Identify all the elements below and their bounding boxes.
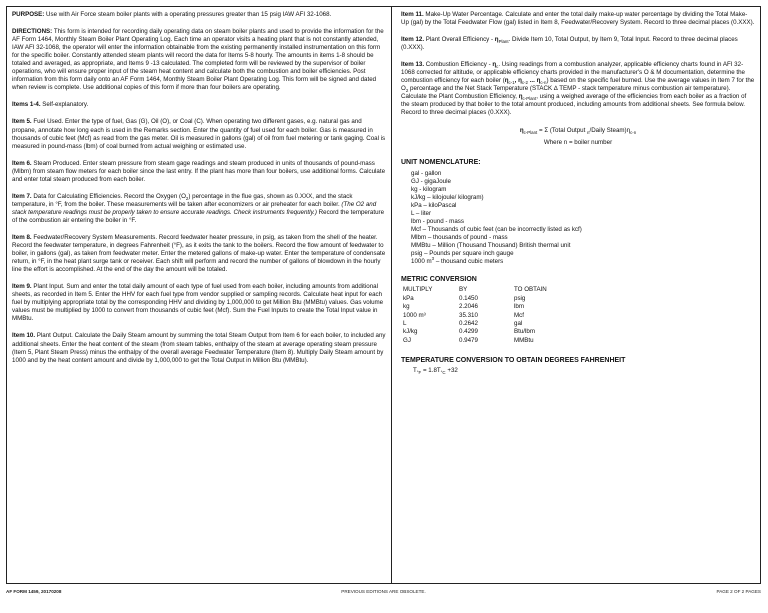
- unit-nomenclature-heading: UNIT NOMENCLATURE:: [401, 158, 481, 166]
- table-row: [403, 337, 547, 345]
- temp-t: T: [413, 367, 417, 375]
- item-10-label: Item 10.: [12, 332, 36, 340]
- table-cell: Btu/lbm: [514, 328, 535, 336]
- formula-eq: = Σ (Total Output: [537, 126, 588, 134]
- item-13-text-2: . Using readings from a combustion analyzer, applicable efficiency charts found in AFI 32-1068 corrected for altitude, or applicable efficiency charts provided in the manufacturer's O & M documentation, determine the combustion efficiency for each boiler (: [401, 61, 745, 85]
- table-cell: kg: [403, 303, 410, 311]
- unit-item: L – liter: [411, 209, 432, 217]
- unit-item: Mcf – Thousands of cubic feet (can be incorrectly listed as kcf): [411, 225, 582, 233]
- unit-item: [411, 258, 755, 266]
- table-cell: psig: [514, 294, 526, 302]
- item-7-text-3: Record the temperature of the combustion air entering the boiler in °F.: [12, 208, 385, 224]
- unit-item: kg - kilogram: [411, 185, 447, 193]
- item-5-label: Item 5.: [12, 118, 32, 126]
- item-10-paragraph: [12, 332, 386, 364]
- table-cell: Mcf: [514, 311, 524, 319]
- previous-editions-note: PREVIOUS EDITIONS ARE OBSOLETE.: [341, 589, 426, 594]
- item-10-text: Plant Output. Calculate the Daily Steam amount by summing the total Steam Output from Item 6 for each boiler, to included any additional sheets. Enter the heat content of the steam (from steam tables, enthalpy of the steam at average operating steam pressure (Item 5, Plant Steam Press) minus the enthalpy of the overall average Feedwater Temperature (Item 8). Multiply Daily Steam amount by 1000 and by the heat content amount and divide by 1,000,000 to get the Total Output in Million Btu (MMBtu).: [12, 332, 386, 364]
- item-9-text: Plant Input. Sum and enter the total daily amount of each type of fuel used from each boiler, including amounts from additional sheets, as recorded in Item 5. Enter the HHV for each fuel type from vendor supplied or sampling records. Calculate heat input for each fuel by multiplying appropriate total by the corresponding HHV and dividing by 1,000,000 to get Million Btu (MMBtu) values. Gas volume values must be multiplied by 1000 to convert from thousands of cubic feet (Mcf). Sum the Fuel Inputs to create the Total Input value in MMBtu.: [12, 283, 384, 323]
- unit-item-last-a: 1000 m: [411, 258, 432, 266]
- table-row: [403, 328, 547, 336]
- item-8-paragraph: [12, 234, 386, 274]
- item-7-italic: (The O2 and stack temperature readings must be properly taken to ensure accurate readings. Check instruments frequently.): [12, 200, 377, 216]
- item-13-sub-2: c-1: [508, 80, 515, 86]
- item-7-paragraph: [12, 193, 386, 225]
- table-cell: 0.1450: [459, 294, 478, 302]
- table-row: [403, 320, 547, 328]
- item-13-label: Item 13.: [401, 61, 425, 69]
- unit-item-last-b: – thousand cubic meters: [434, 258, 504, 266]
- item-12-label: Item 12.: [401, 36, 425, 44]
- formula-n-sub: n: [587, 129, 590, 135]
- temperature-formula: [413, 367, 755, 375]
- item-7-label: Item 7.: [12, 192, 32, 200]
- table-cell: lbm: [514, 303, 524, 311]
- table-cell: 0.2642: [459, 320, 478, 327]
- right-column: [392, 7, 760, 583]
- item-13-text-5: , using a weighed average of the efficiencies from each boiler as a fraction of the steam produced by that boiler to the total amount produced, including amounts from additional sheets. See formula below. Record to three decimal places (0.XXX).: [401, 93, 747, 117]
- item-8-label: Item 8.: [12, 233, 32, 241]
- table-header-row: [403, 286, 547, 294]
- item-6-label: Item 6.: [12, 159, 32, 167]
- temperature-conversion-heading: TEMPERATURE CONVERSION TO OBTAIN DEGREES FAHRENHEIT: [401, 357, 626, 364]
- item-13-text-1: Combustion Efficiency -: [424, 61, 493, 69]
- item-12-paragraph: [401, 36, 755, 52]
- column-header: MULTIPLY: [403, 286, 433, 294]
- item-13-eta-3: , η: [514, 77, 522, 85]
- page-number: PAGE 2 OF 2 PAGES: [716, 589, 761, 594]
- item-12-text-2: . Divide Item 10, Total Output, by Item 9, Total Input. Record to three decimal places (0.XXX).: [401, 36, 738, 52]
- table-cell: L: [403, 320, 407, 327]
- item-13-sub-4: c-n: [540, 80, 547, 86]
- item-13-paragraph: [401, 61, 755, 117]
- temp-tail: +32: [445, 367, 458, 375]
- item-13-sub-6: c-Plant: [522, 96, 537, 102]
- item-5-text: Fuel Used. Enter the type of fuel, Gas (G), Oil (O), or Coal (C). When operating two different gases, e.g. natural gas and propane, annotate how long each is used in the Remarks section. Enter the quantity of fuel used for each boiler. Gas is measured in thousands of cubic feet (Mcf) as read from the gas meter. Oil is measured in gallons (gal) of oil from fuel metering or tank gaging. Coal is measured in pound-mass (lbm) of coal burned from actual weighing or estimated use.: [12, 118, 386, 150]
- metric-conversion-heading: METRIC CONVERSION: [401, 276, 477, 284]
- directions-label: DIRECTIONS:: [12, 28, 53, 36]
- formula-lhs-sub: c-Plant: [523, 129, 538, 135]
- table-cell: 0.9479: [459, 336, 478, 344]
- item-5-paragraph: [12, 118, 386, 150]
- item-13-text-3: ) based on the specific fuel burned. Use the average values in Item 7 for the O: [401, 77, 755, 93]
- table-cell: GJ: [403, 336, 411, 344]
- table-cell: MMBtu: [514, 336, 534, 344]
- table-row: [403, 295, 547, 303]
- purpose-text: Use with Air Force steam boiler plants with a operating pressures greater than 15 psig IAW AFI 32-1068.: [44, 11, 332, 18]
- item-13-eta-2: η: [504, 77, 509, 85]
- unit-item: Mlbm – thousands of pound - mass: [411, 234, 508, 242]
- unit-item: kJ/kg – kilojoule/ kilogram): [411, 193, 484, 201]
- unit-item: gal - gallon: [411, 169, 442, 177]
- metric-conversion-table: [403, 286, 547, 345]
- unit-item: GJ - gigaJoule: [411, 177, 451, 185]
- table-row: [403, 311, 547, 319]
- item-11-label: Item 11.: [401, 11, 424, 18]
- item-12-text-1: Plant Overall Efficiency -: [424, 36, 495, 44]
- item-13-eta: η: [492, 61, 497, 69]
- item-1-4-label: Items 1-4.: [12, 101, 41, 109]
- item-6-paragraph: [12, 160, 386, 184]
- item-12-eta: η: [494, 36, 499, 44]
- item-8-text: Feedwater/Recovery System Measurements. Record feedwater heater pressure, in psig, as taken from the shell of the heater. Record the feedwater temperature, in degrees Fahrenheit (°F), as it exits the tank to the boilers. Record the flow amount of feedwater to boiler, in gallons (gal), as taken from feedwater meter. Enter the metered gallons of make-up water. Enter the temperature of condensate return, in °F, in the heat plant surge tank or receiver. Each shift will perform and record the number of gallons of blowdown in the hourly line the effort is accomplished. At the end of the day the amount will be totaled.: [12, 233, 386, 274]
- table-cell: kJ/kg: [403, 328, 418, 336]
- item-1-4-text: Self-explanatory.: [40, 101, 89, 109]
- unit-item: psig – Pounds per square inch gauge: [411, 250, 514, 258]
- item-7-text-1: Data for Calculating Efficiencies. Record the Oxygen (O: [31, 192, 186, 200]
- table-cell: 35.310: [459, 311, 478, 319]
- left-column: [7, 7, 392, 583]
- temp-sub-f: °F: [416, 370, 422, 376]
- directions-paragraph: [12, 28, 386, 92]
- table-row: [403, 303, 547, 311]
- item-13-eta-5: η: [518, 93, 523, 101]
- directions-text: This form is intended for recording daily operating data on steam boiler plants and used to provide the information for the AF Form 1464, Monthly Steam Boiler Plant Operating Log. Each time an operator visits a heating plant that is not constantly attended, IAW AFI 32-1068, the operator will enter the information obtainable from the existing permanently installed instrumentation on this form for the specific boiler. Constantly attended steam plants will record the data for Items 5-8 hourly. The amounts in items 1-8 should be totaled and averaged, as appropriate, and Items 9 -13 calculated. The completed form will be reviewed by the supervisor of boiler operations, who will ensure proper input of the steam heat content and calculate both the combustion and boiler efficiencies. Post information from this form daily onto an AF Form 1464, Monthly Steam Boiler Plant Operating Log. This form will be signed and dated when review is complete. Use additional copies of this form if more than four boilers are operating.: [12, 28, 384, 92]
- item-13-sub-1: c: [496, 64, 499, 70]
- unit-item: lbm - pound - mass: [411, 217, 464, 225]
- item-9-paragraph: [12, 283, 386, 323]
- item-9-label: Item 9.: [12, 283, 32, 291]
- purpose-paragraph: [12, 11, 386, 19]
- unit-item: MMBtu – Million (Thousand Thousand) British thermal unit: [411, 242, 571, 250]
- temp-sub-c: °C: [440, 370, 446, 376]
- column-header: BY: [459, 286, 468, 294]
- purpose-label: PURPOSE:: [12, 11, 45, 18]
- item-13-sub-5: 2: [405, 88, 409, 94]
- item-13-text-4: percentage and the Net Stack Temperature (STACK ∆ TEMP - stack temperature minus combustion air temperature). Calculate the Plant Combustion Efficiency,: [401, 85, 731, 101]
- form-number: AF FORM 1459, 20170208: [6, 589, 62, 594]
- item-11-paragraph: [401, 11, 755, 27]
- unit-nomenclature-list: [401, 170, 755, 267]
- formula-rhs-sub: c-n: [630, 129, 637, 135]
- table-cell: 2.2046: [459, 303, 478, 311]
- formula-mid: /Daily Steam)η: [589, 126, 631, 134]
- item-13-sub-3: c-2: [521, 80, 528, 86]
- table-cell: 1000 m³: [403, 311, 426, 319]
- formula-eta: η: [519, 126, 524, 134]
- item-7-sub: 2: [185, 196, 189, 202]
- instructions-page: [6, 6, 761, 584]
- item-7-text-2: ) percentage in the flue gas, shown as 0.XXX, and the stack temperature, in °F, from the boiler. These measurements will be taken after economizers or air preheater for each boiler.: [12, 192, 353, 208]
- unit-item-last-sup: 3: [431, 256, 435, 262]
- table-cell: 0.4299: [459, 328, 478, 336]
- plant-efficiency-formula: [401, 127, 755, 147]
- item-12-sub: Plant: [498, 39, 509, 45]
- item-13-eta-4: ... η: [527, 77, 541, 85]
- page-footer: [6, 589, 761, 599]
- column-header: TO OBTAIN: [514, 286, 547, 294]
- formula-condition: Where n = boiler number: [543, 138, 613, 146]
- table-cell: gal: [514, 320, 523, 327]
- unit-item: kPa – kiloPascal: [411, 201, 457, 209]
- item-6-text: Steam Produced. Enter steam pressure from steam gage readings and steam produced in units of thousands of pound-mass (Mlbm) from steam flow meters for each boiler since the last entry. If the plant has more than four boilers, use additional forms. Calculate and enter total steam produced from each boiler.: [12, 159, 386, 183]
- item-11-text: Make-Up Water Percentage. Calculate and enter the total daily make-up water percentage by dividing the Total Make-Up (gal) by the Total Feedwater Flow (gal) listed in Item 8, Feedwater/Recovery System. Record to three decimal places (0.XXX).: [401, 11, 755, 27]
- item-1-4-paragraph: [12, 101, 386, 109]
- temp-eq: = 1.8T: [421, 367, 441, 375]
- table-cell: kPa: [403, 294, 414, 302]
